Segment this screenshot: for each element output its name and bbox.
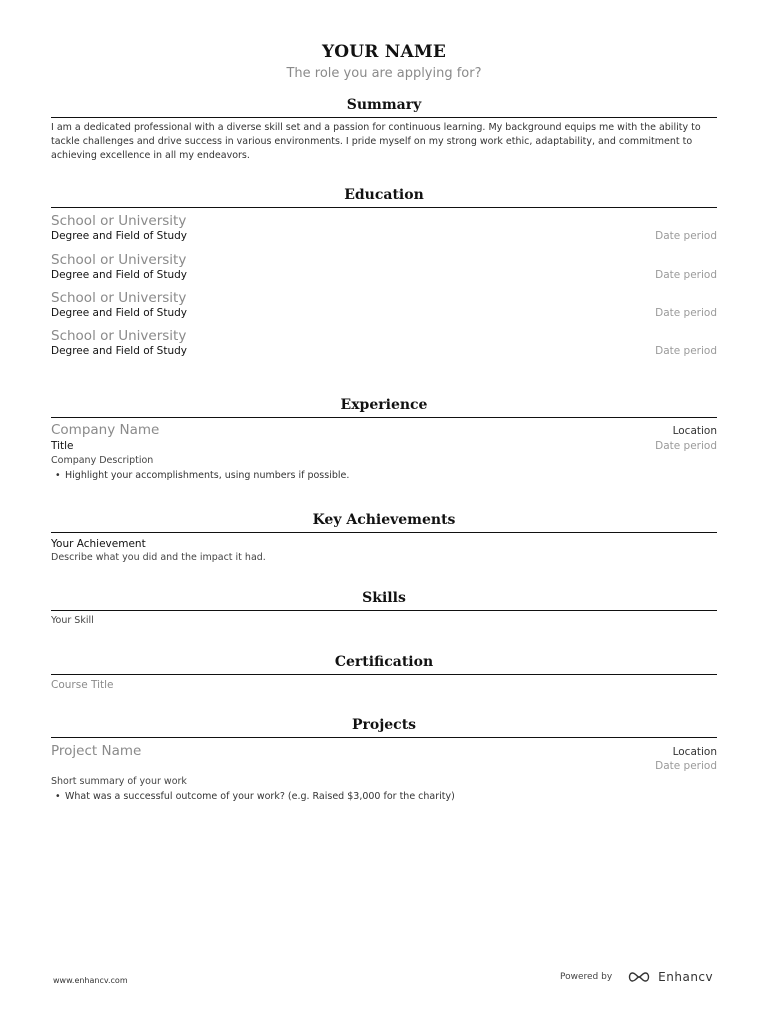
project-name[interactable]: Project Name [51,743,142,759]
degree[interactable]: Degree and Field of Study [51,345,187,357]
education-item[interactable] [51,252,717,281]
project-bullet[interactable] [55,791,717,802]
experience-title: Experience [340,397,428,413]
bullet-text[interactable]: What was a successful outcome of your work? (e.g. Raised $3,000 for the charity) [65,791,455,802]
enhancv-logo[interactable] [626,970,713,984]
achievement-description[interactable]: Describe what you did and the impact it had. [51,552,266,563]
degree[interactable]: Degree and Field of Study [51,230,187,242]
skills-title: Skills [362,590,406,606]
certification-section [51,654,717,691]
degree[interactable]: Degree and Field of Study [51,307,187,319]
education-item[interactable] [51,213,717,242]
bullet-icon: • [55,791,61,802]
degree[interactable]: Degree and Field of Study [51,269,187,281]
bullet-text[interactable]: Highlight your accomplishments, using numbers if possible. [65,470,350,481]
infinity-icon [626,970,652,984]
brand-name: Enhancv [658,970,714,984]
achievements-title: Key Achievements [312,512,456,528]
school-name[interactable]: School or University [51,213,187,229]
education-section [51,187,717,357]
projects-section [51,717,717,802]
summary-section [51,97,717,163]
resume-header [0,42,768,81]
skill-item[interactable]: Your Skill [51,615,94,626]
certification-title: Certification [334,654,434,670]
summary-title: Summary [346,97,422,113]
footer-branding [560,970,713,984]
achievements-section [51,512,717,563]
certification-divider [51,674,717,675]
bullet-icon: • [55,470,61,481]
summary-text[interactable]: I am a dedicated professional with a diverse skill set and a passion for continuous learning. My background equips me with the ability to tackle challenges and drive success in various environments. I pride myself on my strong work ethic, adaptability, and commitment to achieving excellence in all my endeavors. [51,122,701,161]
experience-divider [51,417,717,418]
date-period[interactable]: Date period [655,345,717,357]
school-name[interactable]: School or University [51,290,187,306]
candidate-role[interactable]: The role you are applying for? [286,66,482,81]
company-description[interactable]: Company Description [51,455,154,466]
powered-by-label: Powered by [560,972,613,982]
date-period[interactable]: Date period [655,230,717,242]
school-name[interactable]: School or University [51,328,187,344]
projects-title: Projects [351,717,417,733]
company-location[interactable]: Location [672,425,717,437]
education-title: Education [344,187,424,203]
achievements-divider [51,532,717,533]
footer-website[interactable]: www.enhancv.com [53,976,128,985]
education-item[interactable] [51,290,717,319]
company-name[interactable]: Company Name [51,422,160,438]
project-summary[interactable]: Short summary of your work [51,776,187,787]
date-period[interactable]: Date period [655,760,717,772]
skills-divider [51,610,717,611]
achievement-title[interactable]: Your Achievement [51,538,146,550]
candidate-name[interactable]: YOUR NAME [321,42,447,62]
date-period[interactable]: Date period [655,269,717,281]
education-item[interactable] [51,328,717,357]
projects-divider [51,737,717,738]
date-period[interactable]: Date period [655,440,717,452]
experience-section [51,397,717,481]
school-name[interactable]: School or University [51,252,187,268]
skills-section [51,590,717,626]
date-period[interactable]: Date period [655,307,717,319]
course-title[interactable]: Course Title [51,679,114,691]
summary-divider [51,117,717,118]
experience-bullet[interactable] [55,470,717,481]
education-divider [51,207,717,208]
job-title[interactable]: Title [51,440,74,452]
project-location[interactable]: Location [672,746,717,758]
